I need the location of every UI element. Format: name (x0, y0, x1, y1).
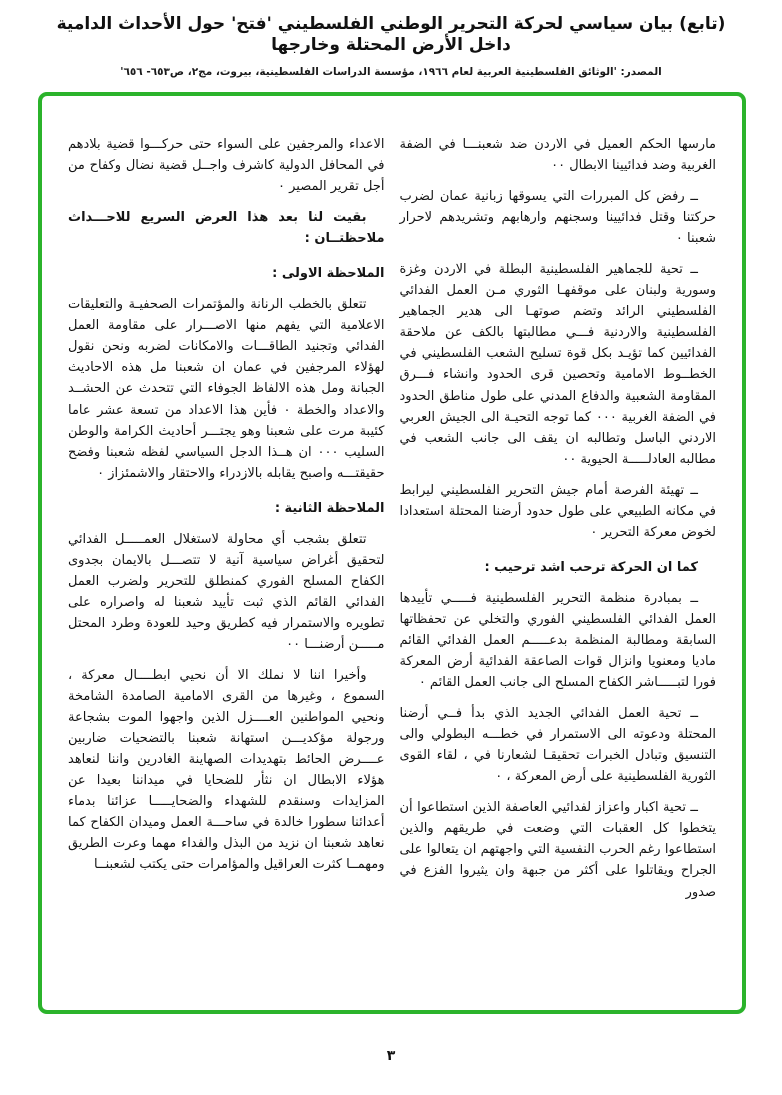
paragraph: وأخيرا اننا لا نملك الا أن نحيي ابطــــال معركة ، السموع ، وغيرها من القرى الامامية الصامدة الشامخة ونحيي المواطنين العــــزل الذين واجهوا الموت بشجاعة ورجولة مؤكديـــن استهانة شعبنا بالتضحيات ضاربين عــــرض الحائط بتهديدات الصهاينة الغادرين واننا لنعاهد هؤلاء الابطال ان نثأر للضحايا في ميداننا بعيدا عن المزايدات وسنقدم للشهداء والضحايـــــا عزائنا بدماء أعدائنا سطورا خالدة في ساحـــة العمل وميدان الكفاح كما نعاهد شعبنا ان نزيد من البذل والفداء مهما وعرت الطريق ومهمــا كثرت العراقيل والمؤامرات حتى يكتب لشعبنــا (68, 668, 385, 873)
paragraph: الاعداء والمرجفين على السواء حتى حركـــوا قضية بلادهم في المحافل الدولية كاشرف واجــل قضية نضال وكفاح من أجل تقرير المصير ٠ (68, 137, 385, 195)
paragraph: ــ تهيئة الفرصة أمام جيش التحرير الفلسطيني ليرابط في مكانه الطبيعي على طول حدود أرضنا المحتلة استعدادا لخوض معركة التحرير ٠ (399, 482, 716, 540)
document-title: (تابع) بيان سياسي لحركة التحرير الوطني الفلسطيني 'فتح' حول الأحداث الدامية داخل الأرض المحتلة وخارجها (56, 14, 726, 56)
document-header (0, 14, 782, 78)
paragraph: ــ بمبادرة منظمة التحرير الفلسطينية فـــــي تأييدها العمل الفدائي الفلسطيني الفوري والتخلي عن تحفظاتها السابقة ومطالبة المنظمة بدعـــــم العمل الفدائي القائم ماديا ومعنويا وانزال قوات الصاعقة الفدائية أرض المعركة فورا لتبـــــاشر الكفاح المسلح الى جانب العمل القائم ٠ (399, 590, 716, 691)
left-column (68, 134, 385, 913)
paragraph: تتعلق بالخطب الرنانة والمؤتمرات الصحفيـة والتعليقات الاعلامية التي يفهم منها الاصـــرار على مقاومة العمل الفدائي وتجنيد الطاقـــات والامكانات لضربه ونحن نقول لهؤلاء المرجفين في عمان ان شعبنا مل هذه الاحاديث الجبانة ومل هذه الالفاظ الجوفاء التي تتحدث عن الحشــد والاعداد والخطة ٠ فأين هذا الاعداد من تسعة عشر عاما كئيبة مرت على شعبنا وهو يجتـــر أحاديث الكرامة والوطن السليب ٠٠٠ ان هــذا الدجل السياسي لفظه شعبنا وفضح حقيقتـــه واصبح يقابله بالازدراء والاحتقار والاشمئزاز ٠ (68, 297, 385, 481)
page-number: ٣ (386, 1048, 396, 1064)
paragraph: تتعلق بشجب أي محاولة لاستغلال العمـــــل الفدائي لتحقيق أغراض سياسية آنية لا تتصـــل بالايمان بجدوى الكفاح المسلح الفوري كمنطلق للتحرير ولضرب العمل الفدائي القائم الذي ثبت تأييد شعبنا له واصراره على تطويره والاستمرار فيه كطريق وحيد للعودة وطرد المحتل مـــــن أرضنـــا ٠٠ (68, 531, 385, 652)
section-heading: الملاحظة الاولى : (272, 266, 385, 282)
section-heading: كما ان الحركة ترحب اشد ترحيب : (484, 559, 698, 575)
paragraph: مارسها الحكم العميل في الاردن ضد شعبنـــا في الضفة الغربية وضد فدائيينا الابطال ٠٠ (399, 137, 716, 174)
paragraph: ــ رفض كل المبررات التي يسوقها زبانية عمان لضرب حركتنا وقتل فدائيينا وسجنهم وارهابهم وتشريدهم لاحرار شعبنا ٠ (399, 189, 716, 247)
right-column (400, 134, 717, 913)
source-citation: المصدر: 'الوثائق الفلسطينية العربية لعام ١٩٦٦، مؤسسة الدراسات الفلسطينية، بيروت، مج٢، ص٦٥٣- ٦٥٦' (120, 65, 662, 78)
paragraph: ــ تحية اكبار واعزاز لفدائيي العاصفة الذين استطاعوا أن يتخطوا كل العقبات التي وضعت في طريقهم والذين استطاعوا رغم الحرب النفسية التي واجهتهم ان يتعالوا على الجراح ويقاتلوا على أكثر من جبهة وان يثيروا الفزع في صدور (399, 800, 716, 900)
paragraph: ــ تحية للجماهير الفلسطينية البطلة في الاردن وغزة وسورية ولبنان على موقفهـا الثوري مـن العمل الفدائي الفلسطيني الرائد وتضم صوتهـا الى هدير الجماهير الفلسطينية والاردنية فـــي مطالبتها بالكف عن ملاحقة الفدائيين كما تؤيـد بكل قوة تسليح الشعب الفلسطيني في الخطــوط الامامية وتحصين قرى الحدود وانشاء فـــرق المقاومة الشعبية والدفاع المدني على طول مناطق الحدود في الضفة الغربية ٠٠٠ كما توجه التحيـة الى الجيش العربي الاردني الباسل وتطالبه ان يقف الى جانب الشعب في مطالبه العادلـــــة الحيوية ٠٠ (399, 262, 716, 467)
paragraph: ــ تحية العمل الفدائي الجديد الذي بدأ فــي أرضنا المحتلة ودعوته الى الاستمرار في خطـــه البطولي والى التنسيق وتبادل الخبرات تحقيقـا لشعارنا في ، لقاء القوى الثورية الفلسطينية على أرض المعركة ، ٠ (399, 706, 716, 785)
section-heading: الملاحظة الثانية : (274, 500, 385, 516)
lead-paragraph: بقيت لنا بعد هذا العرض السريع للاحـــداث ملاحظتــان : (68, 210, 385, 247)
two-column-text-area (38, 134, 746, 913)
